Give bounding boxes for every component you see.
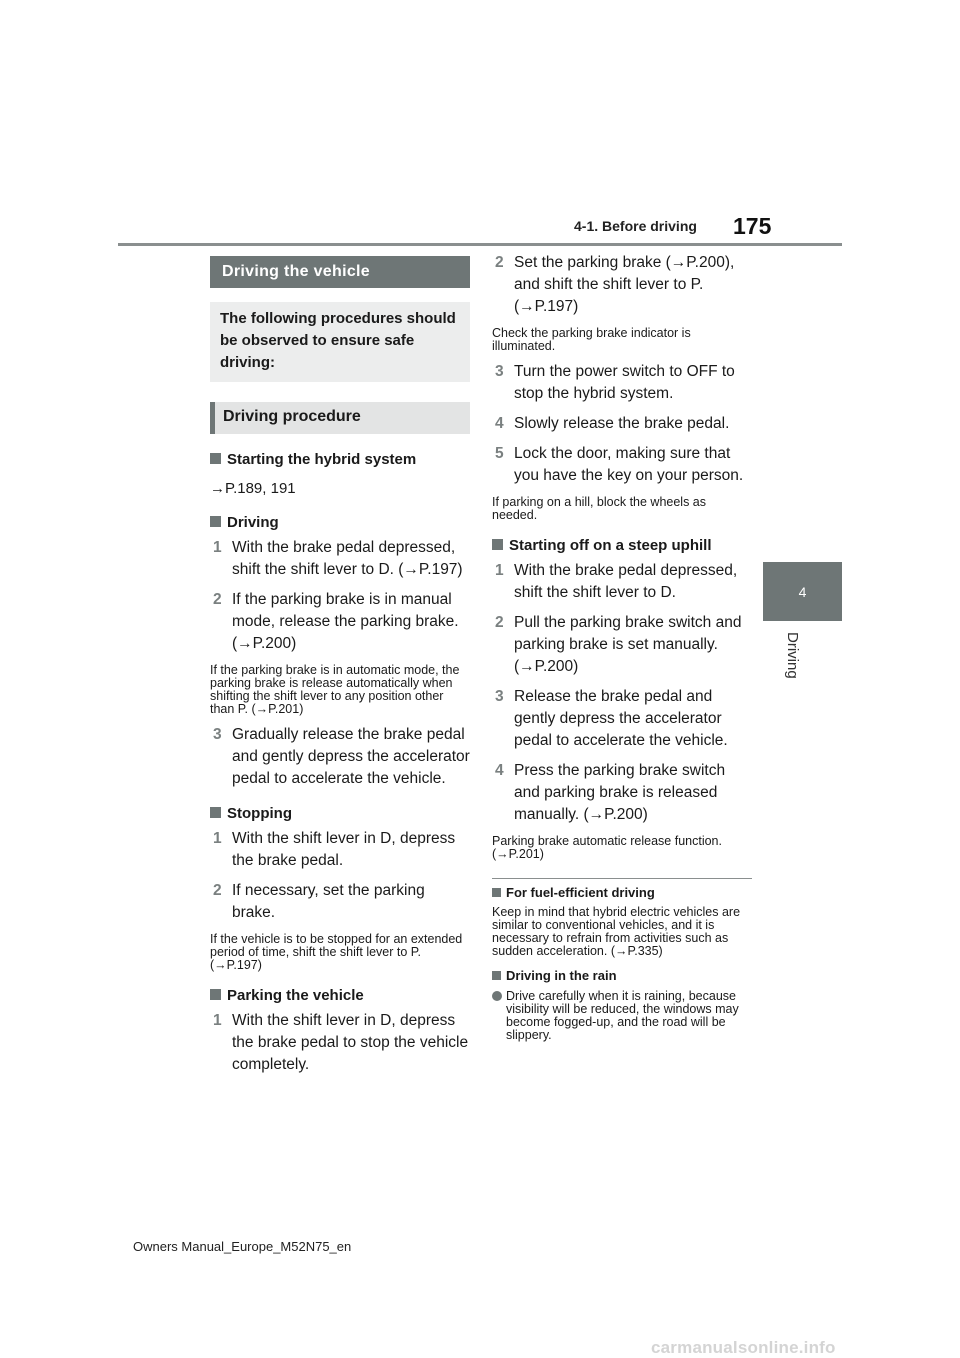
heading-uphill [492,536,752,556]
step-item [210,589,470,655]
heading-parking [210,986,470,1006]
step-item [492,760,752,826]
heading-text: For fuel-efficient driving [506,885,655,900]
heading-fuel [492,885,752,901]
square-bullet-icon [492,539,503,550]
page-reference-link[interactable]: →P.189, 191 [210,480,296,497]
step-item [492,361,752,405]
square-bullet-icon [210,453,221,464]
note-text: If parking on a hill, block the wheels as needed. [492,495,707,522]
step-text: With the shift lever in D, depress the brake pedal to stop the vehicle completely. [232,1012,469,1073]
left-column [210,256,470,1076]
footer-text: Owners Manual_Europe_M52N75_en [133,1239,352,1254]
step-text: With the shift lever in D, depress the brake pedal. [232,830,456,869]
square-bullet-icon [210,516,221,527]
step-item [492,413,752,435]
square-bullet-icon [210,989,221,1000]
step-number: 3 [495,688,504,705]
step-text: With the brake pedal depressed, shift the shift lever to D. (→P.197) [232,539,463,578]
header-divider [118,243,842,246]
step-item [210,537,470,581]
step-item [210,724,470,790]
step-item [492,560,752,604]
heading-driving [210,513,470,533]
step-text: With the brake pedal depressed, shift the shift lever to D. [514,562,738,601]
note-text: Check the parking brake indicator is illuminated. [492,326,691,353]
chapter-label [783,632,803,692]
square-bullet-icon [492,888,501,897]
step-item [210,880,470,924]
heading-rain [492,968,752,984]
step-number: 2 [213,591,222,608]
section-title: 4-1. Before driving [574,218,697,234]
step-text: Gradually release the brake pedal and gently depress the accelerator pedal to accelerate the vehicle. [232,726,470,787]
step-text: Turn the power switch to OFF to stop the hybrid system. [514,363,735,402]
step-item [492,443,752,487]
watermark: carmanualsonline.info [651,1338,836,1357]
step-number: 1 [213,1012,222,1029]
heading-text: Driving in the rain [506,968,617,983]
step-number: 2 [495,254,504,271]
step-text: If the parking brake is in manual mode, release the parking brake. (→P.200) [232,591,459,652]
step-item [492,612,752,678]
heading-text: Stopping [227,805,292,822]
heading-stopping [210,804,470,824]
note-text: Parking brake automatic release function. (→P.201) [492,834,722,861]
section-banner: Driving the vehicle [210,256,470,288]
step-number: 1 [495,562,504,579]
bullet-item [492,990,752,1042]
chapter-tab[interactable]: 4 [763,562,842,621]
heading-text: Starting off on a steep uphill [509,537,712,554]
step-number: 3 [495,363,504,380]
step-text: Lock the door, making sure that you have the key on your person. [514,445,744,484]
note-text: Keep in mind that hybrid electric vehicles are similar to conventional vehicles, and it is necessary to refrain from activities such as sudden acceleration. (→P.335) [492,905,741,958]
step-number: 4 [495,762,504,779]
bullet-text: Drive carefully when it is raining, because visibility will be reduced, the windows may become fogged-up, and the road will be slippery. [506,989,739,1042]
heading-text: Parking the vehicle [227,987,364,1004]
step-text: Set the parking brake (→P.200), and shift the shift lever to P. (→P.197) [514,254,735,315]
step-text: Release the brake pedal and gently depress the accelerator pedal to accelerate the vehicle. [514,688,728,749]
intro-box: The following procedures should be observed to ensure safe driving: [210,302,470,382]
note-text: If the vehicle is to be stopped for an extended period of time, shift the shift lever to P. (→P.197) [210,932,463,972]
step-number: 2 [213,882,222,899]
step-item [210,1010,470,1076]
heading-text: Starting the hybrid system [227,451,417,468]
divider [492,878,752,879]
circle-bullet-icon [492,991,502,1001]
heading-text: Driving [227,514,279,531]
step-number: 4 [495,415,504,432]
step-text: Press the parking brake switch and parking brake is released manually. (→P.200) [514,762,726,823]
heading-starting [210,450,470,470]
subsection-banner: Driving procedure [210,402,470,434]
step-number: 1 [213,539,222,556]
square-bullet-icon [210,807,221,818]
step-text: If necessary, set the parking brake. [232,882,425,921]
step-item [492,252,752,318]
note-text: If the parking brake is in automatic mode, the parking brake is release automatically when shifting the shift lever to any position other than P. (→P.201) [210,663,460,716]
step-number: 1 [213,830,222,847]
right-column [492,252,752,1042]
page-number: 175 [733,213,772,239]
step-item [492,686,752,752]
chapter-label-text: Driving [784,632,801,679]
step-text: Pull the parking brake switch and parking brake is set manually. (→P.200) [514,614,742,675]
step-number: 5 [495,445,504,462]
step-text: Slowly release the brake pedal. [514,415,730,432]
square-bullet-icon [492,971,501,980]
step-number: 2 [495,614,504,631]
step-item [210,828,470,872]
step-number: 3 [213,726,222,743]
